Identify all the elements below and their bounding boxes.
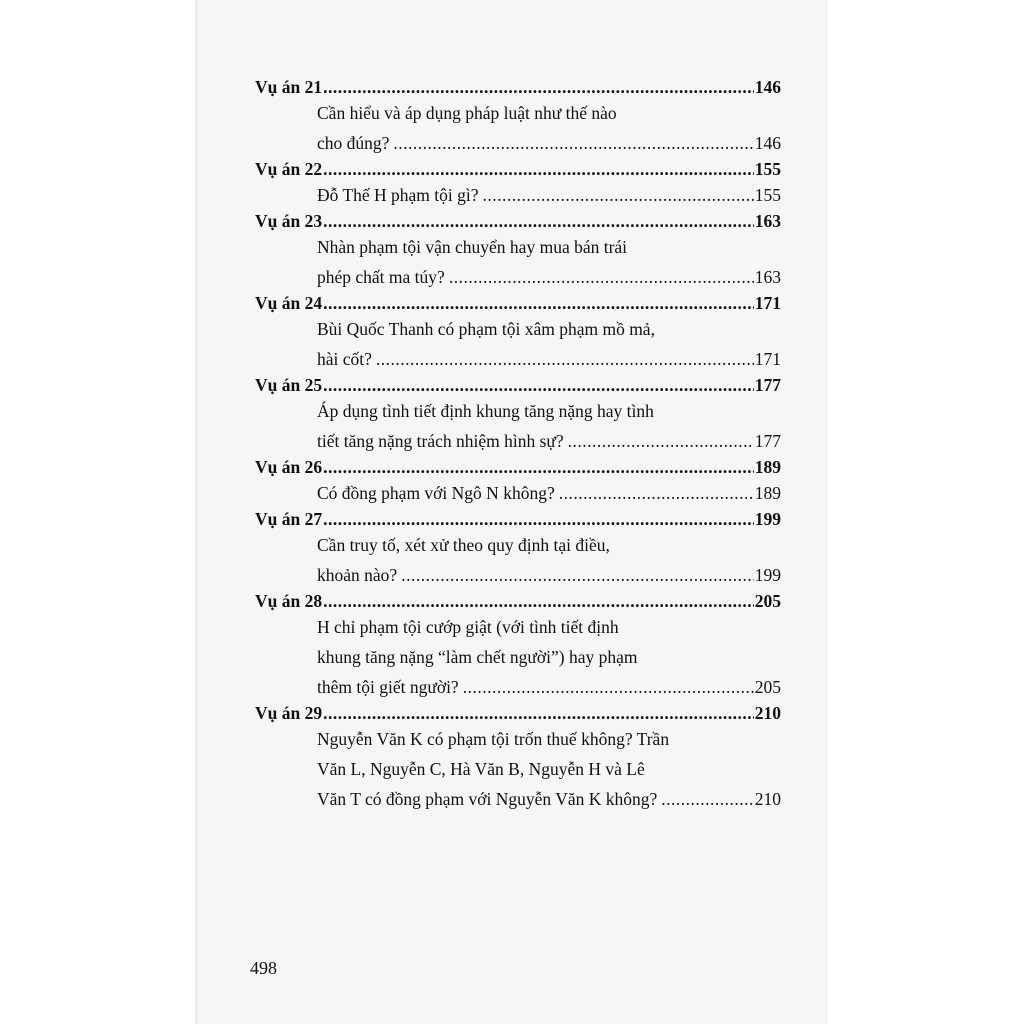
leader-dots (323, 292, 754, 314)
leader-dots (568, 426, 754, 456)
case-question (317, 530, 781, 590)
toc-entry (255, 76, 781, 158)
question-last-line (317, 672, 781, 702)
question-text: hài cốt? (317, 349, 372, 369)
question-page: 171 (754, 349, 781, 369)
case-heading (255, 76, 781, 98)
case-page: 189 (754, 457, 781, 477)
question-last-line (317, 180, 781, 210)
case-page: 171 (754, 293, 781, 313)
toc-entry (255, 292, 781, 374)
leader-dots (449, 262, 754, 292)
toc-entry (255, 158, 781, 210)
leader-dots (483, 180, 754, 210)
case-title: Vụ án 24 (255, 293, 323, 313)
question-last-line (317, 478, 781, 508)
question-page: 205 (754, 677, 781, 697)
case-title: Vụ án 27 (255, 509, 323, 529)
question-page: 199 (754, 565, 781, 585)
table-of-contents (255, 76, 781, 814)
question-line: khung tăng nặng “làm chết người”) hay phạm (317, 647, 638, 667)
case-heading (255, 590, 781, 612)
leader-dots (323, 702, 754, 724)
page-edge (195, 0, 199, 1024)
leader-dots (393, 128, 753, 158)
case-heading (255, 210, 781, 232)
case-heading (255, 508, 781, 530)
case-title: Vụ án 25 (255, 375, 323, 395)
page-number: 498 (250, 958, 277, 978)
leader-dots (559, 478, 754, 508)
toc-entry (255, 508, 781, 590)
question-page: 177 (754, 431, 781, 451)
case-heading (255, 456, 781, 478)
question-line: Áp dụng tình tiết định khung tăng nặng hay tình (317, 401, 654, 421)
case-heading (255, 374, 781, 396)
case-heading (255, 292, 781, 314)
question-last-line (317, 560, 781, 590)
case-question (317, 180, 781, 210)
case-title: Vụ án 29 (255, 703, 323, 723)
leader-dots (323, 374, 754, 396)
leader-dots (323, 590, 754, 612)
case-heading (255, 158, 781, 180)
question-line: Bùi Quốc Thanh có phạm tội xâm phạm mồ mả, (317, 319, 655, 339)
case-question (317, 232, 781, 292)
case-question (317, 612, 781, 702)
case-heading (255, 702, 781, 724)
case-question (317, 724, 781, 814)
case-page: 177 (754, 375, 781, 395)
question-text: thêm tội giết người? (317, 677, 459, 697)
case-page: 155 (754, 159, 781, 179)
question-page: 189 (754, 483, 781, 503)
question-text: tiết tăng nặng trách nhiệm hình sự? (317, 431, 564, 451)
case-title: Vụ án 28 (255, 591, 323, 611)
case-page: 210 (754, 703, 781, 723)
question-text: phép chất ma túy? (317, 267, 445, 287)
toc-entry (255, 590, 781, 702)
question-last-line (317, 344, 781, 374)
question-line: Văn L, Nguyễn C, Hà Văn B, Nguyễn H và Lê (317, 759, 645, 779)
question-last-line (317, 262, 781, 292)
case-title: Vụ án 21 (255, 77, 323, 97)
leader-dots (323, 508, 754, 530)
toc-entry (255, 374, 781, 456)
question-page: 163 (754, 267, 781, 287)
question-last-line (317, 784, 781, 814)
question-text: Có đồng phạm với Ngô N không? (317, 483, 555, 503)
question-text: Văn T có đồng phạm với Nguyễn Văn K không? (317, 789, 658, 809)
case-question (317, 478, 781, 508)
question-line: Cần hiểu và áp dụng pháp luật như thế nào (317, 103, 617, 123)
case-title: Vụ án 23 (255, 211, 323, 231)
case-title: Vụ án 26 (255, 457, 323, 477)
case-page: 146 (754, 77, 781, 97)
toc-entry (255, 210, 781, 292)
case-question (317, 396, 781, 456)
leader-dots (323, 158, 754, 180)
case-page: 163 (754, 211, 781, 231)
question-text: khoản nào? (317, 565, 398, 585)
question-last-line (317, 128, 781, 158)
question-line: Nguyễn Văn K có phạm tội trốn thuế không? Trần (317, 729, 670, 749)
leader-dots (661, 784, 753, 814)
question-text: cho đúng? (317, 133, 390, 153)
leader-dots (401, 560, 754, 590)
question-last-line (317, 426, 781, 456)
case-question (317, 98, 781, 158)
case-title: Vụ án 22 (255, 159, 323, 179)
question-page: 146 (754, 133, 781, 153)
toc-entry (255, 456, 781, 508)
question-line: H chỉ phạm tội cướp giật (với tình tiết định (317, 617, 619, 637)
leader-dots (376, 344, 754, 374)
leader-dots (323, 456, 754, 478)
question-line: Cần truy tố, xét xử theo quy định tại điều, (317, 535, 610, 555)
case-question (317, 314, 781, 374)
leader-dots (463, 672, 754, 702)
toc-entry (255, 702, 781, 814)
question-line: Nhàn phạm tội vận chuyển hay mua bán trái (317, 237, 628, 257)
question-page: 210 (754, 789, 781, 809)
leader-dots (323, 210, 754, 232)
case-page: 199 (754, 509, 781, 529)
case-page: 205 (754, 591, 781, 611)
question-page: 155 (754, 185, 781, 205)
leader-dots (323, 76, 754, 98)
question-text: Đỗ Thế H phạm tội gì? (317, 185, 479, 205)
